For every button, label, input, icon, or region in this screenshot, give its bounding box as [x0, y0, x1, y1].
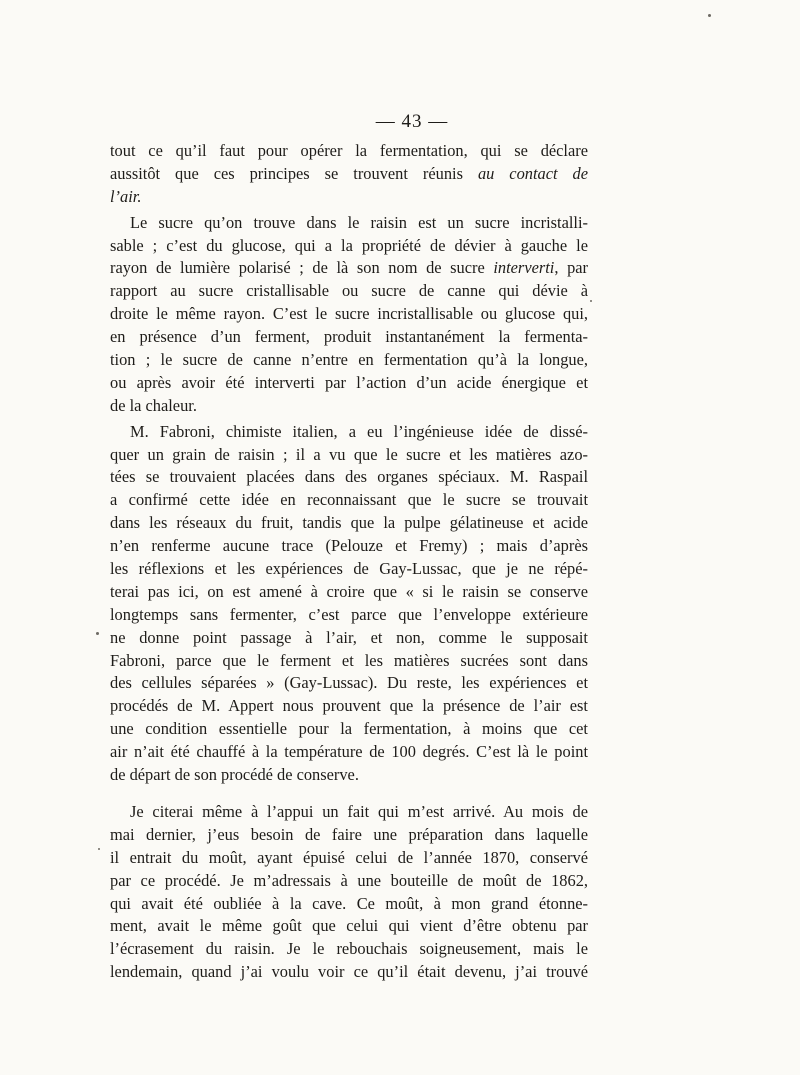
- text-line: dans les réseaux du fruit, tandis que la pulpe gélatineuse et acide: [110, 513, 588, 533]
- text-line: ou après avoir été interverti par l’action d’un acide énergique et: [110, 372, 588, 392]
- italic-text: l’air.: [110, 186, 142, 206]
- text-line: une condition essentielle pour la fermentation, à moins que cet: [110, 719, 588, 739]
- text-line: l’écrasement du raisin. Je le rebouchais soigneusement, mais le: [110, 939, 588, 959]
- paragraph: [110, 212, 588, 418]
- paragraph: [110, 421, 588, 787]
- text-line: les réflexions et les expériences de Gay-Lussac, que je ne répé-: [110, 559, 588, 579]
- text-line: quer un grain de raisin ; il a vu que le sucre et les matières azo-: [110, 444, 588, 464]
- body-text: [110, 140, 588, 984]
- paper-speck: [98, 848, 100, 850]
- text-line: mai dernier, j’eus besoin de faire une préparation dans laquelle: [110, 824, 588, 844]
- text-line: Le sucre qu’on trouve dans le raisin est un sucre incristalli-: [130, 212, 588, 232]
- italic-text: au contact de: [477, 163, 588, 183]
- text-line: ne donne point passage à l’air, et non, comme le supposait: [110, 627, 588, 647]
- text-line: en présence d’un ferment, produit instantanément la fermenta-: [110, 327, 588, 347]
- text-line: Fabroni, parce que le ferment et les matières sucrées sont dans: [110, 650, 588, 670]
- text-line: n’en renferme aucune trace (Pelouze et Fremy) ; mais d’après: [110, 536, 588, 556]
- text-line: tout ce qu’il faut pour opérer la fermentation, qui se déclare: [110, 141, 588, 160]
- text-line: air n’ait été chauffé à la température de 100 degrés. C’est là le point: [110, 742, 588, 762]
- paper-speck: [96, 632, 99, 635]
- text-line: procédés de M. Appert nous prouvent que la présence de l’air est: [110, 696, 588, 716]
- text-line: a confirmé cette idée en reconnaissant que le sucre se trouvait: [110, 490, 588, 510]
- text-line: lendemain, quand j’ai voulu voir ce qu’il était devenu, j’ai trouvé: [110, 962, 588, 982]
- paragraph: [110, 140, 588, 209]
- text-line: qui avait été oubliée à la cave. Ce moût, à mon grand étonne-: [110, 893, 588, 913]
- text-line: par ce procédé. Je m’adressais à une bouteille de moût de 1862,: [110, 870, 588, 890]
- page-number: — 43 —: [375, 111, 449, 132]
- text-line: tion ; le sucre de canne n’entre en fermentation qu’à la longue,: [110, 350, 588, 370]
- text-line: il entrait du moût, ayant épuisé celui de l’année 1870, conservé: [110, 847, 588, 867]
- text-line: de départ de son procédé de conserve.: [110, 765, 359, 785]
- text-line: des cellules séparées » (Gay-Lussac). Du reste, les expériences et: [110, 673, 588, 693]
- italic-text: interverti: [493, 258, 555, 278]
- text-line: [110, 186, 588, 209]
- text-line: sable ; c’est du glucose, qui a la propriété de dévier à gauche le: [110, 235, 588, 255]
- text-line: terai pas ici, on est amené à croire que « si le raisin se conserve: [110, 581, 588, 601]
- paper-speck: [708, 14, 711, 17]
- paragraph: [110, 801, 588, 984]
- text-line: M. Fabroni, chimiste italien, a eu l’ingénieuse idée de dissé-: [130, 421, 588, 441]
- text-line: ment, avait le même goût que celui qui vient d’être obtenu par: [110, 916, 588, 936]
- text-line: tées se trouvaient placées dans des organes spéciaux. M. Raspail: [110, 467, 588, 487]
- text-line: aussitôt que ces principes se trouvent réunis au contact de: [110, 163, 588, 183]
- paper-speck: [590, 300, 592, 302]
- text-line: droite le même rayon. C’est le sucre incristallisable ou glucose qui,: [110, 304, 588, 324]
- text-line: rapport au sucre cristallisable ou sucre de canne qui dévie à: [110, 281, 588, 301]
- text-line: Je citerai même à l’appui un fait qui m’est arrivé. Au mois de: [130, 801, 588, 821]
- text-line: longtemps sans fermenter, c’est parce que l’enveloppe extérieure: [110, 604, 588, 624]
- text-line: de la chaleur.: [110, 395, 197, 415]
- text-line: rayon de lumière polarisé ; de là son nom de sucre interverti, par: [110, 258, 588, 278]
